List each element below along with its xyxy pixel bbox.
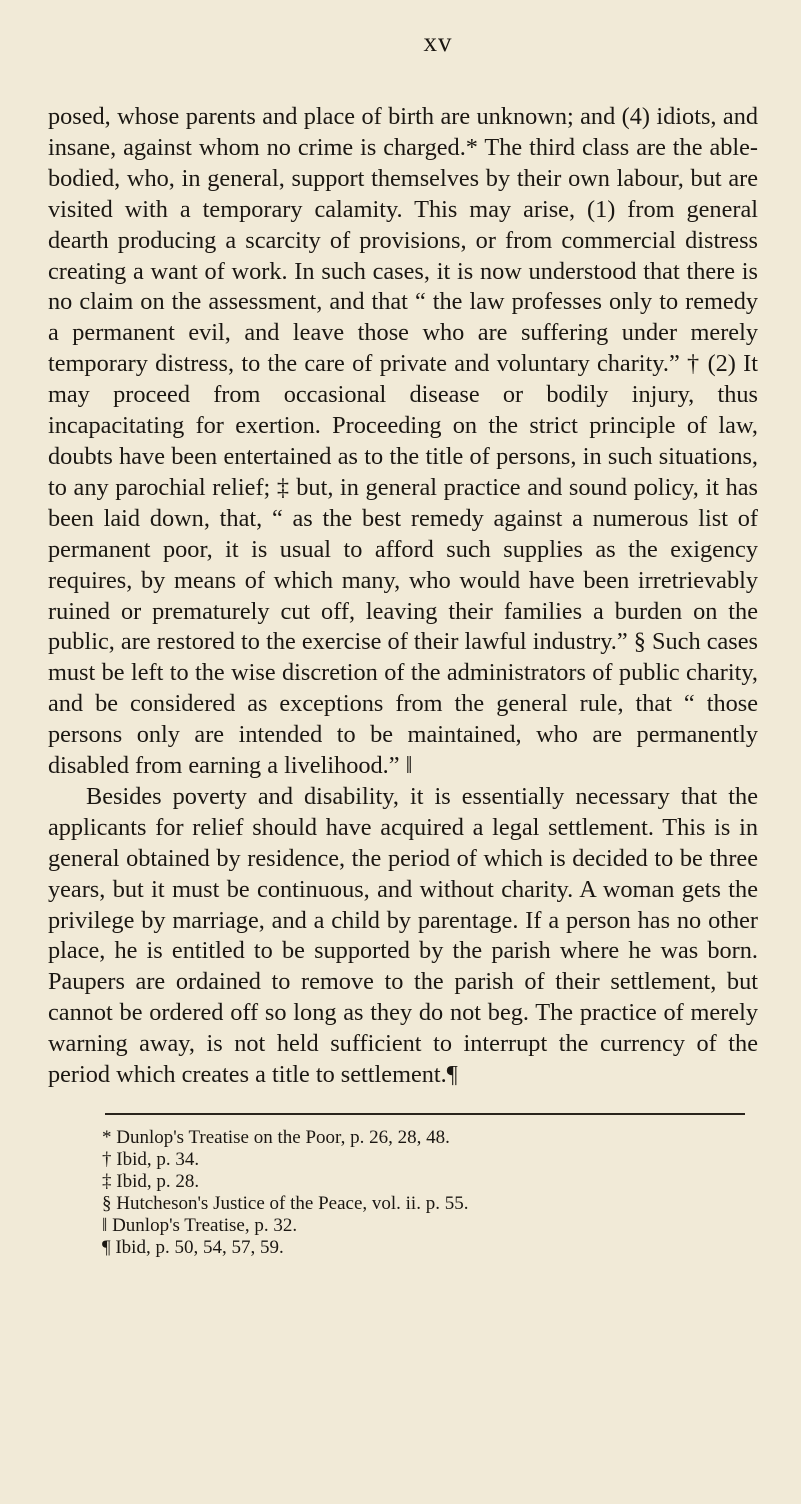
footnotes [102, 1127, 758, 1259]
footnote-section: § Hutcheson's Justice of the Peace, vol. ii. p. 55. [102, 1193, 469, 1214]
footnote-double-dagger: ‡ Ibid, p. 28. [102, 1171, 200, 1192]
footnote-parallel: ‖ Dunlop's Treatise, p. 32. [102, 1215, 298, 1236]
paragraph-continuation: posed, whose parents and place of birth are unknown; and (4) idiots, and insane, against whom no crime is charged.* The third class are the able-bodied, who, in general, support themselves by their own labour, but are visited with a temporary calamity. This may arise, (1) from general dearth producing a scarcity of provisions, or from commercial distress creating a want of work. In such cases, it is now understood that there is no claim on the assessment, and that “ the law professes only to remedy a permanent evil, and leave those who are suffering under merely temporary distress, to the care of private and voluntary charity.” † (2) It may proceed from occasional disease or bodily injury, thus incapacitating for exertion. Proceeding on the strict principle of law, doubts have been entertained as to the title of persons, in such situations, to any parochial relief; ‡ but, in general practice and sound policy, it has been laid down, that, “ as the best remedy against a numerous list of permanent poor, it is usual to afford such supplies as the exigency requires, by means of which many, who would have been irretrievably ruined or prematurely cut off, leaving their families a burden on the public, are restored to the exercise of their lawful industry.” § Such cases must be left to the wise discretion of the administrators of public charity, and be considered as exceptions from the general rule, that “ those persons only are intended to be maintained, who are permanently disabled from earning a livelihood.” ‖ [48, 103, 758, 780]
footnote-divider [105, 1113, 745, 1115]
body-text [48, 102, 758, 1091]
page-number: xv [423, 27, 453, 57]
footnote-pilcrow: ¶ Ibid, p. 50, 54, 57, 59. [102, 1237, 284, 1258]
footnote-asterisk: * Dunlop's Treatise on the Poor, p. 26, 28, 48. [102, 1127, 450, 1148]
book-page [48, 22, 758, 1259]
paragraph-settlement: Besides poverty and disability, it is essentially necessary that the applicants for relief should have acquired a legal settlement. This is in general obtained by residence, the period of which is decided to be three years, but it must be continuous, and without charity. A woman gets the privilege by marriage, and a child by parentage. If a person has no other place, he is entitled to be supported by the parish where he was born. Paupers are ordained to remove to the parish of their settlement, but cannot be ordered off so long as they do not beg. The practice of merely warning away, is not held sufficient to interrupt the currency of the period which creates a title to settlement.¶ [48, 782, 758, 1089]
footnote-dagger: † Ibid, p. 34. [102, 1149, 200, 1170]
